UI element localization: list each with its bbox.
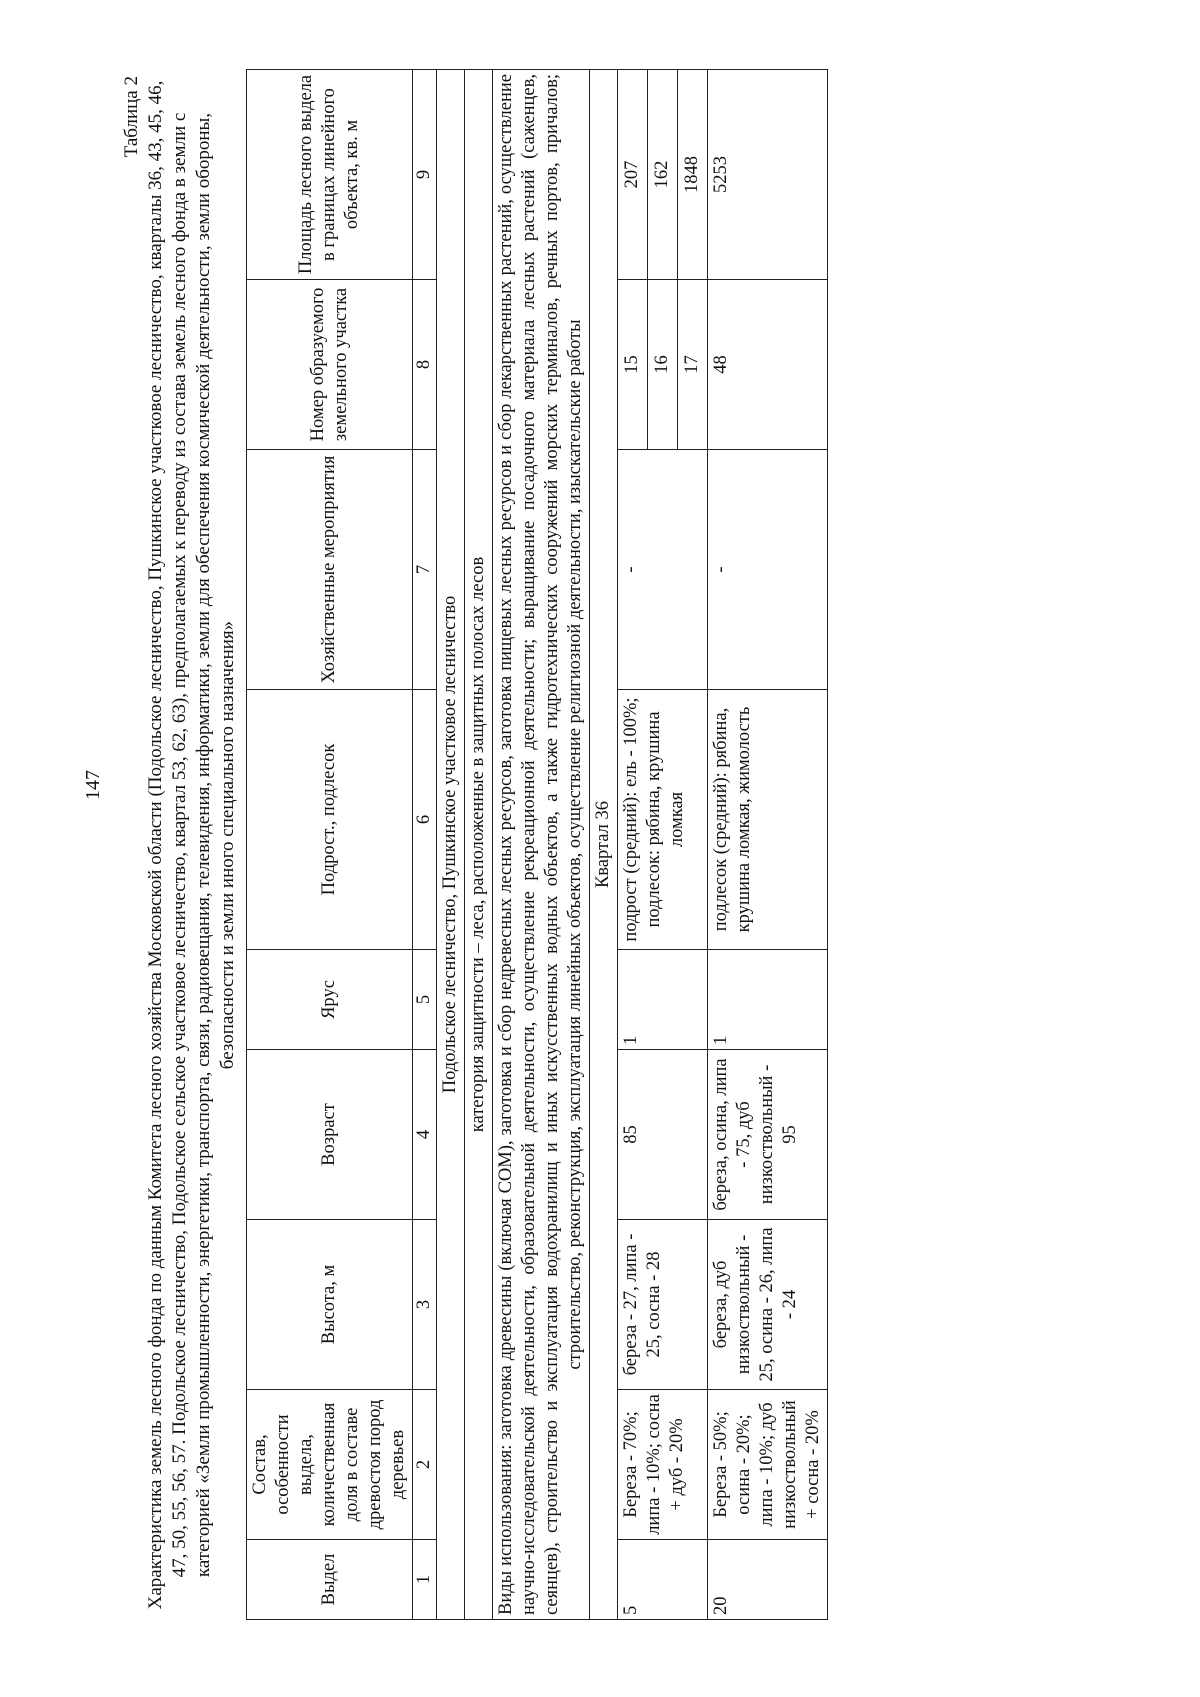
cell-composition: Береза - 70%; липа - 10%; сосна + дуб - 20% (618, 1390, 708, 1540)
cell-tier: 1 (708, 950, 828, 1050)
col-header-measures: Хозяйственные мероприятия (247, 450, 413, 690)
col-number: 6 (413, 690, 437, 950)
col-header-height: Высота, м (247, 1220, 413, 1390)
cell-areas: 5253 (708, 70, 828, 280)
forestry-name: Подольское лесничество, Пушкинское участковое лесничество (437, 70, 465, 1620)
table-title: Характеристика земель лесного фонда по данным Комитета лесного хозяйства Московской области (Подольское лесничество, Пушкинское участковое лесничество, кварталы 36, 43, 45, 46, 47, 50, 55, 56, 57. Подольское лесничество, Подольское сельское участковое лесничество, квартал 53, 62, 63), предполагаемых к переводу из состава земель лесного фонда в земли с категорией «Земли промышленности, энергетики, транспорта, связи, радиовещания, телевидения, информатики, земли для обеспечения космической деятельности, земли обороны, безопасности и земли иного специального назначения» (145, 80, 238, 1610)
document-header (120, 70, 240, 1620)
col-header-undergrowth: Подрост., подлесок (247, 690, 413, 950)
page-number: 147 (82, 770, 104, 800)
col-number: 8 (413, 280, 437, 450)
cell-height: береза - 27, липа - 25, сосна - 28 (618, 1220, 708, 1390)
area-value: 207 (622, 160, 642, 189)
usage-text: Виды использования: заготовка древесины (включая СОМ), заготовка и сбор недревесных лесных ресурсов, заготовка пищевых лесных ресурсов и сбор лекарственных растений, осуществление научно-исследовательской деятельности, образовательной деятельности, осуществление рекреационной деятельности; выращивание посадочного материала лесных растений (саженцев, сеянцев), строительство и эксплуатация водохранилищ и иных искусственных водных объектов, а также гидротехнических сооружений морских терминалов, речных портов, причалов; строительство, реконструкция, эксплуатация линейных объектов, осуществление религиозной деятельности, изыскательские работы (493, 70, 590, 1620)
col-number: 9 (413, 70, 437, 280)
col-header-vydel: Выдел (247, 1540, 413, 1620)
col-number: 5 (413, 950, 437, 1050)
usage-row (493, 70, 590, 1620)
cell-height: береза, дуб низкоствольный - 25, осина - 26, липа - 24 (708, 1220, 828, 1390)
cell-plot-numbers: 48 (708, 280, 828, 450)
cell-plot-numbers (618, 280, 708, 450)
col-header-composition: Состав, особенности выдела, количественная доля в составе древостоя пород деревьев (247, 1390, 413, 1540)
area-value: 162 (647, 70, 677, 279)
header-row (247, 70, 413, 1620)
col-number: 2 (413, 1390, 437, 1540)
quarter-label: Квартал 36 (590, 70, 618, 1620)
col-header-tier: Ярус (247, 950, 413, 1050)
col-header-plot-number: Номер образуемого земельного участка (247, 280, 413, 450)
protection-category-row (465, 70, 493, 1620)
table-label: Таблица 2 (121, 76, 142, 158)
cell-composition: Береза - 50%; осина - 20%; липа - 10%; дуб низкоствольный + сосна - 20% (708, 1390, 828, 1540)
col-header-area: Площадь лесного выдела в границах линейного объекта, кв. м (247, 70, 413, 280)
area-value: 1848 (677, 70, 707, 279)
cell-tier: 1 (618, 950, 708, 1050)
col-number: 3 (413, 1220, 437, 1390)
cell-areas (618, 70, 708, 280)
col-header-age: Возраст (247, 1050, 413, 1220)
table-row (708, 70, 828, 1620)
col-number: 7 (413, 450, 437, 690)
cell-undergrowth: подрост (средний): ель - 100%; подлесок: рябина, крушина ломкая (618, 690, 708, 950)
forest-land-table (246, 69, 828, 1620)
cell-measures: - (618, 450, 708, 690)
cell-measures: - (708, 450, 828, 690)
col-number: 1 (413, 1540, 437, 1620)
cell-age: 85 (618, 1050, 708, 1220)
quarter-row (590, 70, 618, 1620)
protection-category: категория защитности – леса, расположенные в защитных полосах лесов (465, 70, 493, 1620)
plot-number: 16 (647, 280, 677, 449)
rotated-document (120, 70, 828, 1620)
table-row (618, 70, 708, 1620)
cell-undergrowth: подлесок (средний): рябина, крушина ломкая, жимолость (708, 690, 828, 950)
col-number: 4 (413, 1050, 437, 1220)
column-number-row (413, 70, 437, 1620)
cell-vydel: 5 (618, 1540, 708, 1620)
plot-number: 17 (677, 280, 707, 449)
forestry-row (437, 70, 465, 1620)
cell-age: береза, осина, липа - 75, дуб низкоствольный - 95 (708, 1050, 828, 1220)
cell-vydel: 20 (708, 1540, 828, 1620)
plot-number: 15 (622, 355, 642, 374)
